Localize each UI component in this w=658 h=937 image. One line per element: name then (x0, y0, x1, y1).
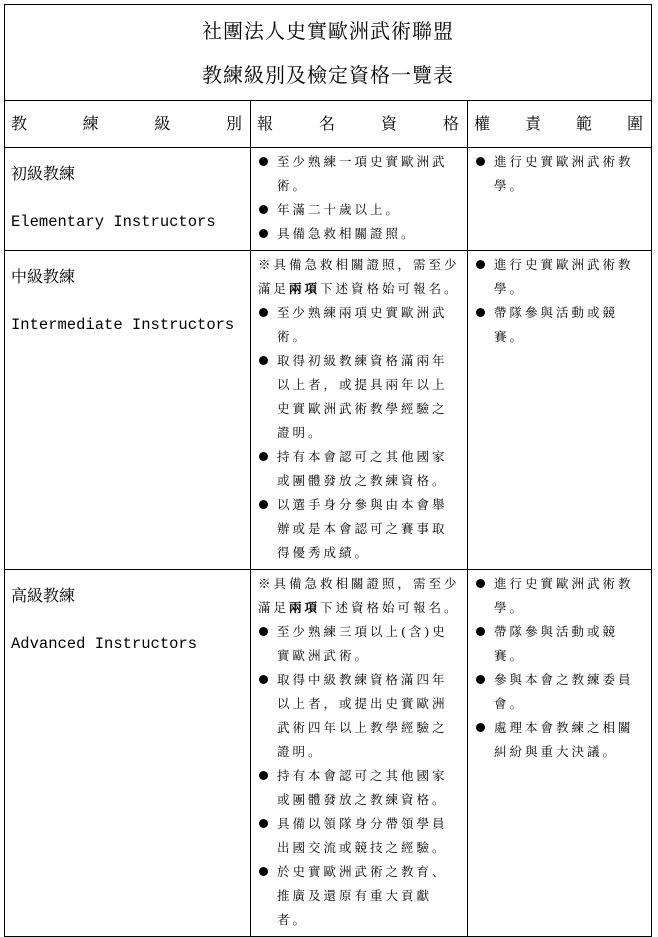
list-item (258, 668, 461, 764)
table-title (5, 5, 652, 101)
title-line-2: 教練級別及檢定資格一覽表 (202, 63, 454, 87)
list-item (258, 493, 461, 565)
bullet-icon (476, 627, 485, 636)
instructor-levels-table (4, 4, 652, 937)
note-text: ※具備急救相關證照，需至少滿足 (258, 576, 460, 615)
responsibilities-cell (468, 148, 652, 251)
responsibility-text: 帶隊參與活動或競賽。 (494, 305, 619, 344)
list-item (475, 301, 645, 349)
requirement-text: 至少熟練兩項史實歐洲武術。 (277, 305, 448, 344)
bullet-icon (476, 260, 485, 269)
bullet-icon (259, 500, 268, 509)
bullet-icon (259, 675, 268, 684)
bullet-icon (259, 356, 268, 365)
header-char: 圍 (627, 114, 644, 133)
level-cell (5, 148, 251, 251)
list-item (258, 445, 461, 493)
requirements-list (258, 150, 461, 246)
responsibilities-cell (468, 570, 652, 937)
responsibility-text: 進行史實歐洲武術教學。 (494, 154, 634, 193)
level-name-zh: 初級教練 (11, 164, 76, 183)
header-char: 名 (318, 114, 335, 133)
bullet-icon (476, 723, 485, 732)
bullet-icon (259, 867, 268, 876)
header-char: 教 (11, 114, 28, 133)
table-row (5, 251, 652, 570)
list-item (258, 764, 461, 812)
requirements-note (258, 253, 461, 301)
responsibility-text: 處理本會教練之相關糾紛與重大決議。 (494, 720, 634, 759)
bullet-icon (259, 452, 268, 461)
bullet-icon (259, 308, 268, 317)
requirement-text: 年滿二十歲以上。 (277, 202, 402, 217)
note-text: ※具備急救相關證照，需至少滿足 (258, 257, 460, 296)
header-responsibilities (468, 101, 652, 148)
requirements-cell (251, 148, 468, 251)
header-char: 練 (82, 114, 99, 133)
responsibilities-list (475, 253, 645, 349)
list-item (258, 620, 461, 668)
list-item (475, 668, 645, 716)
bullet-icon (476, 579, 485, 588)
requirements-list (258, 301, 461, 565)
header-char: 資 (380, 114, 397, 133)
header-requirements (251, 101, 468, 148)
list-item (258, 812, 461, 860)
header-char: 責 (525, 114, 542, 133)
level-cell (5, 251, 251, 570)
header-level (5, 101, 251, 148)
requirement-text: 具備急救相關證照。 (277, 226, 417, 241)
requirements-note (258, 572, 461, 620)
responsibility-text: 參與本會之教練委員會。 (494, 672, 634, 711)
header-char: 別 (225, 114, 242, 133)
requirements-cell (251, 251, 468, 570)
list-item (258, 860, 461, 932)
requirement-text: 具備以領隊身分帶領學員出國交流或競技之經驗。 (277, 816, 448, 855)
requirement-text: 取得初級教練資格滿兩年以上者，或提具兩年以上史實歐洲武術教學經驗之證明。 (277, 353, 448, 440)
table-row (5, 570, 652, 937)
bullet-icon (259, 819, 268, 828)
level-name-zh: 高級教練 (11, 586, 76, 605)
table-row (5, 148, 652, 251)
requirement-text: 取得中級教練資格滿四年以上者，或提出史實歐洲武術四年以上教學經驗之證明。 (277, 672, 448, 759)
responsibilities-list (475, 572, 645, 764)
bullet-icon (476, 157, 485, 166)
list-item (258, 301, 461, 349)
note-emphasis: 兩項 (289, 600, 321, 615)
list-item (475, 253, 645, 301)
requirement-text: 持有本會認可之其他國家或團體發放之教練資格。 (277, 768, 448, 807)
level-name-en: Advanced Instructors (11, 635, 198, 653)
requirements-list (258, 620, 461, 932)
requirements-cell (251, 570, 468, 937)
note-text: 下述資格始可報名。 (320, 281, 460, 296)
responsibilities-cell (468, 251, 652, 570)
header-char: 報 (257, 114, 274, 133)
list-item (258, 150, 461, 198)
list-item (258, 349, 461, 445)
list-item (258, 222, 461, 246)
bullet-icon (259, 205, 268, 214)
bullet-icon (259, 627, 268, 636)
requirement-text: 持有本會認可之其他國家或團體發放之教練資格。 (277, 449, 448, 488)
requirement-text: 於史實歐洲武術之教育、推廣及還原有重大貢獻者。 (277, 864, 448, 927)
bullet-icon (476, 308, 485, 317)
note-emphasis: 兩項 (289, 281, 321, 296)
list-item (475, 572, 645, 620)
header-char: 格 (442, 114, 459, 133)
responsibility-text: 帶隊參與活動或競賽。 (494, 624, 619, 663)
bullet-icon (259, 771, 268, 780)
responsibility-text: 進行史實歐洲武術教學。 (494, 576, 634, 615)
requirement-text: 至少熟練一項史實歐洲武術。 (277, 154, 448, 193)
list-item (258, 198, 461, 222)
responsibility-text: 進行史實歐洲武術教學。 (494, 257, 634, 296)
level-name-en: Intermediate Instructors (11, 316, 235, 334)
list-item (475, 150, 645, 198)
bullet-icon (476, 675, 485, 684)
requirement-text: 至少熟練三項以上(含)史實歐洲武術。 (277, 624, 448, 663)
bullet-icon (259, 229, 268, 238)
level-name-zh: 中級教練 (11, 267, 76, 286)
list-item (475, 620, 645, 668)
bullet-icon (259, 157, 268, 166)
header-char: 權 (474, 114, 491, 133)
level-cell (5, 570, 251, 937)
title-line-1: 社團法人史實歐洲武術聯盟 (202, 19, 454, 43)
requirement-text: 以選手身分參與由本會舉辦或是本會認可之賽事取得優秀成績。 (277, 497, 448, 560)
note-text: 下述資格始可報名。 (320, 600, 460, 615)
list-item (475, 716, 645, 764)
header-char: 級 (154, 114, 171, 133)
responsibilities-list (475, 150, 645, 198)
header-char: 範 (576, 114, 593, 133)
level-name-en: Elementary Instructors (11, 213, 216, 231)
